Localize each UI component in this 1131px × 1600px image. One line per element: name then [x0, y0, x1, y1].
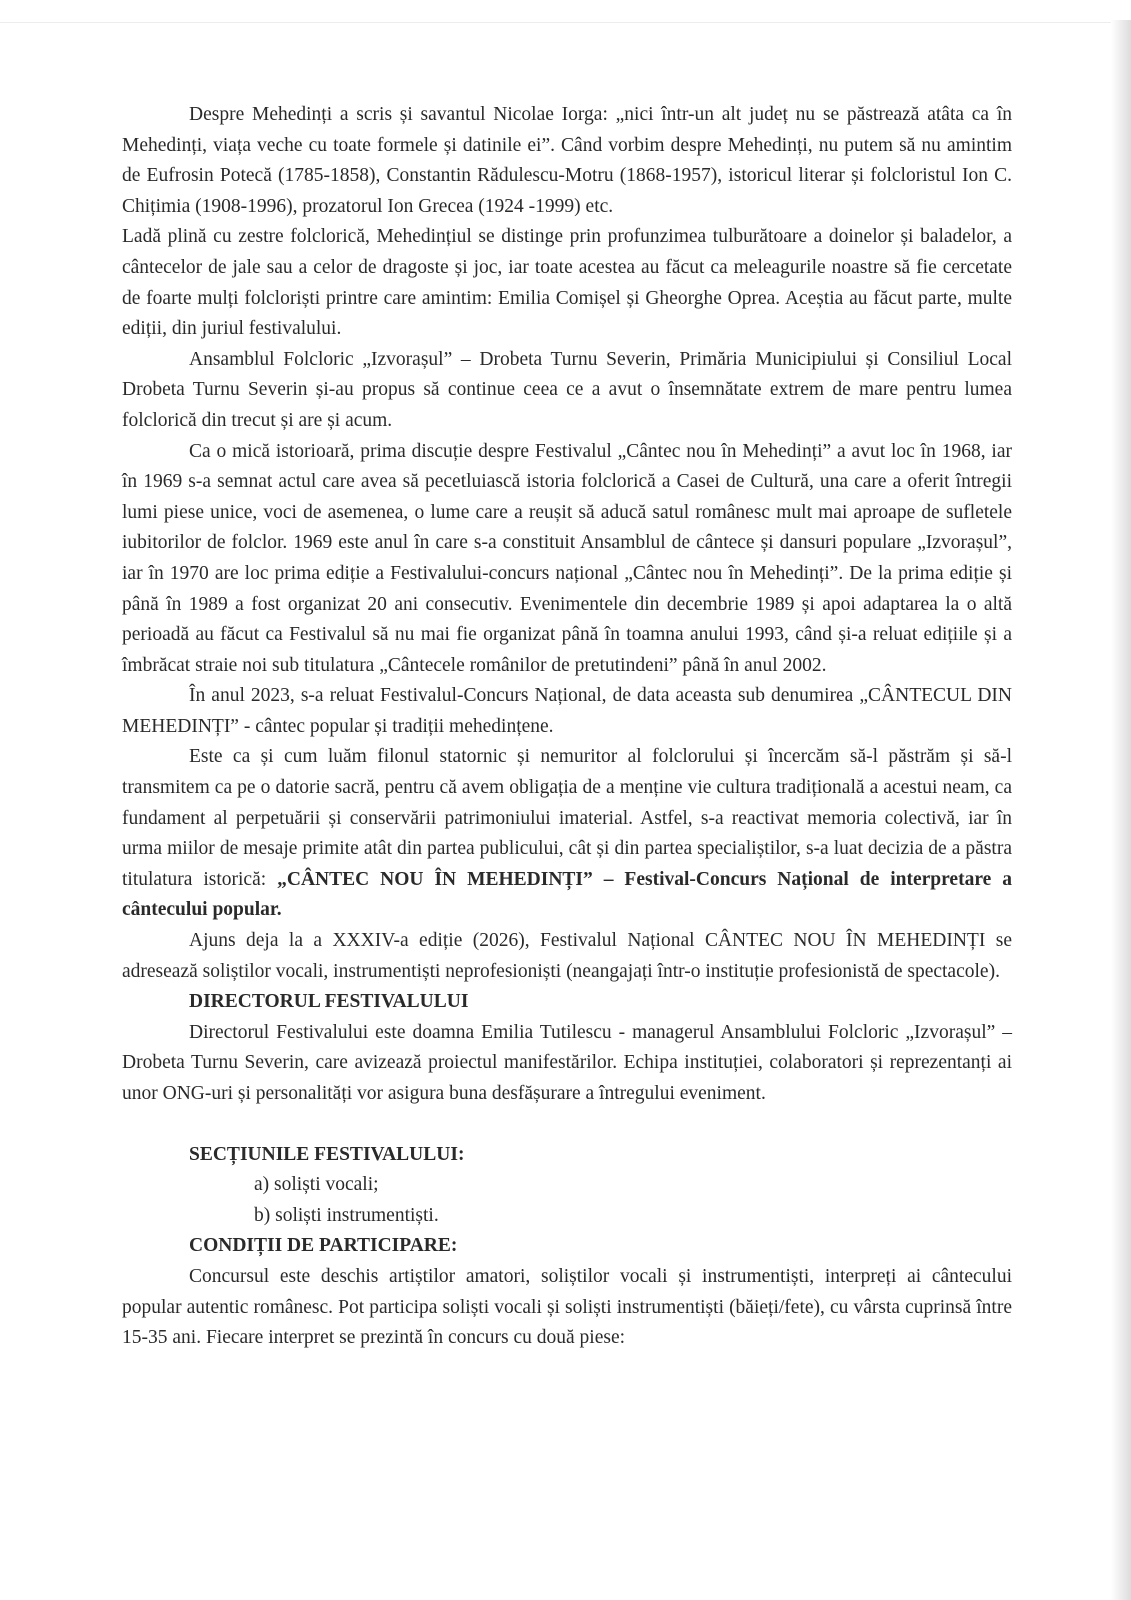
paragraph-ansamblul: Ansamblul Folcloric „Izvorașul” – Drobeta Turnu Severin, Primăria Municipiului și Consiliul Local Drobeta Turnu Severin și-au propus să continue ceea ce a avut o însemnătate extrem de mare pentru lumea folclorică din trecut și are și acum. [122, 348, 1012, 431]
festival-title-bold: „CÂNTEC NOU ÎN MEHEDINȚI” – Festival-Concurs Național de interpretare a cântecului popular. [122, 868, 1012, 921]
document-body [122, 100, 1012, 1354]
page-top-edge [0, 0, 1131, 23]
paragraph-filonul [122, 742, 1012, 926]
list-item: a) soliști vocali; [254, 1174, 379, 1196]
paragraph-filonul-text: Este ca și cum luăm filonul statornic și nemuritor al folclorului și încercăm să-l păstrăm și să-l transmitem ca pe o datorie sacră, pentru că avem obligația de a menține vie cultura tradițională a acestui neam, ca fundament al perpetuării și conservării patrimoniului imaterial. Astfel, s-a reactivat memoria colectivă, iar în urma miilor de mesaje primite atât din partea publicului, cât și din partea specialiștilor, s-a luat decizia de a păstra titulatura istorică: [122, 746, 1012, 890]
paragraph-istorioara: Ca o mică istorioară, prima discuție despre Festivalul „Cântec nou în Mehedinți” a avut loc în 1968, iar în 1969 s-a semnat actul care avea să pecetluiască istoria folclorică a Casei de Cultură, una care a oferit întregii lumi piese unice, voci de asemenea, o lume care a reușit să aducă satul românesc mult mai aproape de sufletele iubitorilor de folclor. 1969 este anul în care s-a constituit Ansamblul de cântece și dansuri populare „Izvorașul”, iar în 1970 are loc prima ediție a Festivalului-concurs național „Cântec nou în Mehedinți”. De la prima ediție și până în 1989 a fost organizat 20 ani consecutiv. Evenimentele din decembrie 1989 și apoi adaptarea la o altă perioadă au făcut ca Festivalul să nu mai fie organizat până în toamna anului 1993, când și-a reluat edițiile și a îmbrăcat straie noi sub titulatura „Cântecele românilor de pretutindeni” până în anul 2002. [122, 440, 1012, 676]
paragraph-iorga: Despre Mehedinți a scris și savantul Nicolae Iorga: „nici într-un alt județ nu se păstrează atâta ca în Mehedinți, viața veche cu toate formele și datinile ei”. Când vorbim despre Mehedinți, nu putem să nu amintim de Eufrosin Potecă (1785-1858), Constantin Rădulescu-Motru (1868-1957), istoricul literar și folcloristul Ion C. Chițimia (1908-1996), prozatorul Ion Grecea (1924 -1999) etc. [122, 104, 1012, 217]
heading-sectiuni: SECȚIUNILE FESTIVALULUI: [189, 1143, 465, 1165]
paragraph-conditii: Concursul este deschis artiștilor amatori, soliștilor vocali și instrumentiști, interpreți ai cântecului popular autentic românesc. Pot participa soliști vocali și soliști instrumentiști (băieți/fete), cu vârsta cuprinsă între 15-35 ani. Fiecare interpret se prezintă în concurs cu două piese: [122, 1265, 1012, 1349]
scan-edge-shadow [1111, 20, 1131, 1600]
blank-gap [122, 1110, 1012, 1140]
heading-director: DIRECTORUL FESTIVALULUI [189, 991, 469, 1013]
paragraph-2023: În anul 2023, s-a reluat Festivalul-Concurs Național, de data aceasta sub denumirea „CÂNTECUL DIN MEHEDINȚI” - cântec popular și tradiții mehedințene. [122, 685, 1012, 737]
list-item: b) soliști instrumentiști. [254, 1204, 439, 1226]
heading-conditii: CONDIȚII DE PARTICIPARE: [189, 1235, 458, 1257]
paragraph-director: Directorul Festivalului este doamna Emilia Tutilescu - managerul Ansamblului Folcloric „Izvorașul” – Drobeta Turnu Severin, care avizează proiectul manifestărilor. Echipa instituției, colaboratori și reprezentanți ai unor ONG-uri și personalități vor asigura buna desfășurare a întregului eveniment. [122, 1021, 1012, 1104]
paragraph-zestre: Ladă plină cu zestre folclorică, Mehedințiul se distinge prin profunzimea tulburătoare a doinelor și baladelor, a cântecelor de jale sau a celor de dragoste și joc, iar toate acestea au făcut ca meleagurile noastre să fie cercetate de foarte mulți folcloriști printre care amintim: Emilia Comișel și Gheorghe Oprea. Aceștia au făcut parte, multe ediții, din juriul festivalului. [122, 226, 1012, 340]
paragraph-editie: Ajuns deja la a XXXIV-a ediție (2026), Festivalul Național CÂNTEC NOU ÎN MEHEDINȚI se adresează soliștilor vocali, instrumentiști neprofesioniști (neangajați într-o instituție profesionistă de spectacole). [122, 930, 1012, 982]
